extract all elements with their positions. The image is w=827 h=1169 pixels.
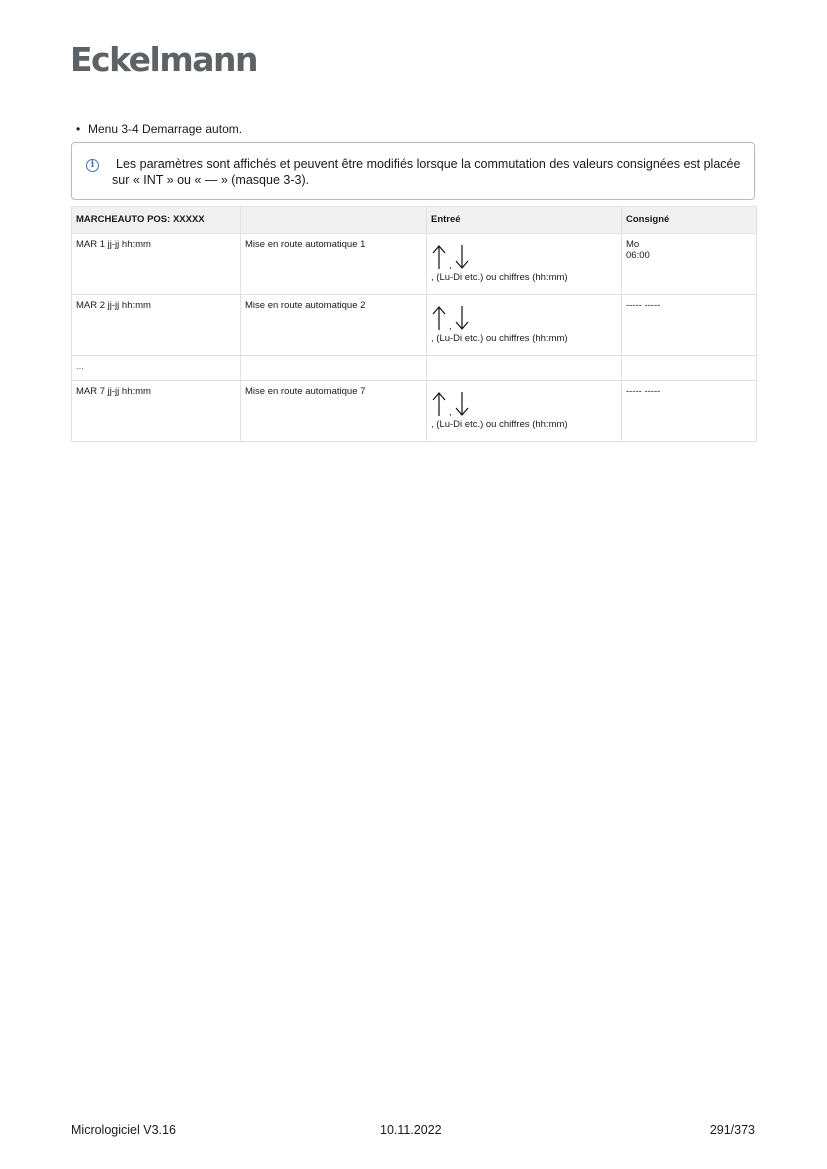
entry-cell (427, 295, 622, 356)
param-cell: ... (72, 356, 241, 381)
param-cell: MAR 1 jj-jj hh:mm (72, 234, 241, 295)
desc-cell: Mise en route automatique 7 (241, 381, 427, 442)
bullet-marker: • (76, 122, 81, 136)
parameter-table (71, 206, 757, 442)
footer-date: 10.11.2022 (380, 1123, 442, 1137)
entry-cell (427, 234, 622, 295)
table-header-row (72, 207, 757, 234)
setpoint-cell (622, 295, 757, 356)
arrow-down-icon (454, 390, 470, 418)
entry-cell (427, 356, 622, 381)
setpoint-cell (622, 234, 757, 295)
arrow-separator: , (449, 321, 452, 332)
section-title: Menu 3-4 Demarrage autom. (88, 122, 243, 136)
header-setpoint: Consigné (622, 207, 757, 234)
table-row (72, 381, 757, 442)
footer-page-number: 291/373 (709, 1123, 755, 1137)
info-icon: i (86, 159, 99, 172)
desc-cell: Mise en route automatique 2 (241, 295, 427, 356)
setpoint-value: ----- ----- (626, 386, 661, 397)
arrow-separator: , (449, 260, 452, 271)
param-cell: MAR 2 jj-jj hh:mm (72, 295, 241, 356)
company-logo: Eckelmann (70, 40, 257, 79)
arrow-up-icon (431, 390, 447, 418)
setpoint-value: ----- ----- (626, 300, 661, 311)
entry-text: , (Lu-Di etc.) ou chiffres (hh:mm) (431, 419, 568, 430)
arrow-keys (431, 390, 617, 418)
table-row (72, 295, 757, 356)
desc-cell (241, 356, 427, 381)
setpoint-time: 06:00 (626, 250, 650, 261)
arrow-up-icon (431, 304, 447, 332)
param-cell: MAR 7 jj-jj hh:mm (72, 381, 241, 442)
arrow-keys (431, 304, 617, 332)
info-panel (71, 142, 755, 200)
table-row-ellipsis (72, 356, 757, 381)
arrow-keys (431, 243, 617, 271)
entry-cell (427, 381, 622, 442)
arrow-separator: , (449, 407, 452, 418)
setpoint-cell (622, 356, 757, 381)
header-description (241, 207, 427, 234)
entry-text: , (Lu-Di etc.) ou chiffres (hh:mm) (431, 272, 568, 283)
section-heading (76, 122, 242, 136)
arrow-down-icon (454, 243, 470, 271)
arrow-down-icon (454, 304, 470, 332)
header-entry: Entreé (427, 207, 622, 234)
entry-text: , (Lu-Di etc.) ou chiffres (hh:mm) (431, 333, 568, 344)
arrow-up-icon (431, 243, 447, 271)
header-parameter: MARCHEAUTO POS: XXXXX (72, 207, 241, 234)
info-text: Les paramètres sont affichés et peuvent être modifiés lorsque la commutation des valeurs consignées est placée sur « INT » ou « — » (masque 3-3). (112, 157, 741, 187)
desc-cell: Mise en route automatique 1 (241, 234, 427, 295)
footer-firmware: Micrologiciel V3.16 (71, 1123, 176, 1137)
table-row (72, 234, 757, 295)
setpoint-day: Mo (626, 239, 640, 250)
setpoint-cell (622, 381, 757, 442)
